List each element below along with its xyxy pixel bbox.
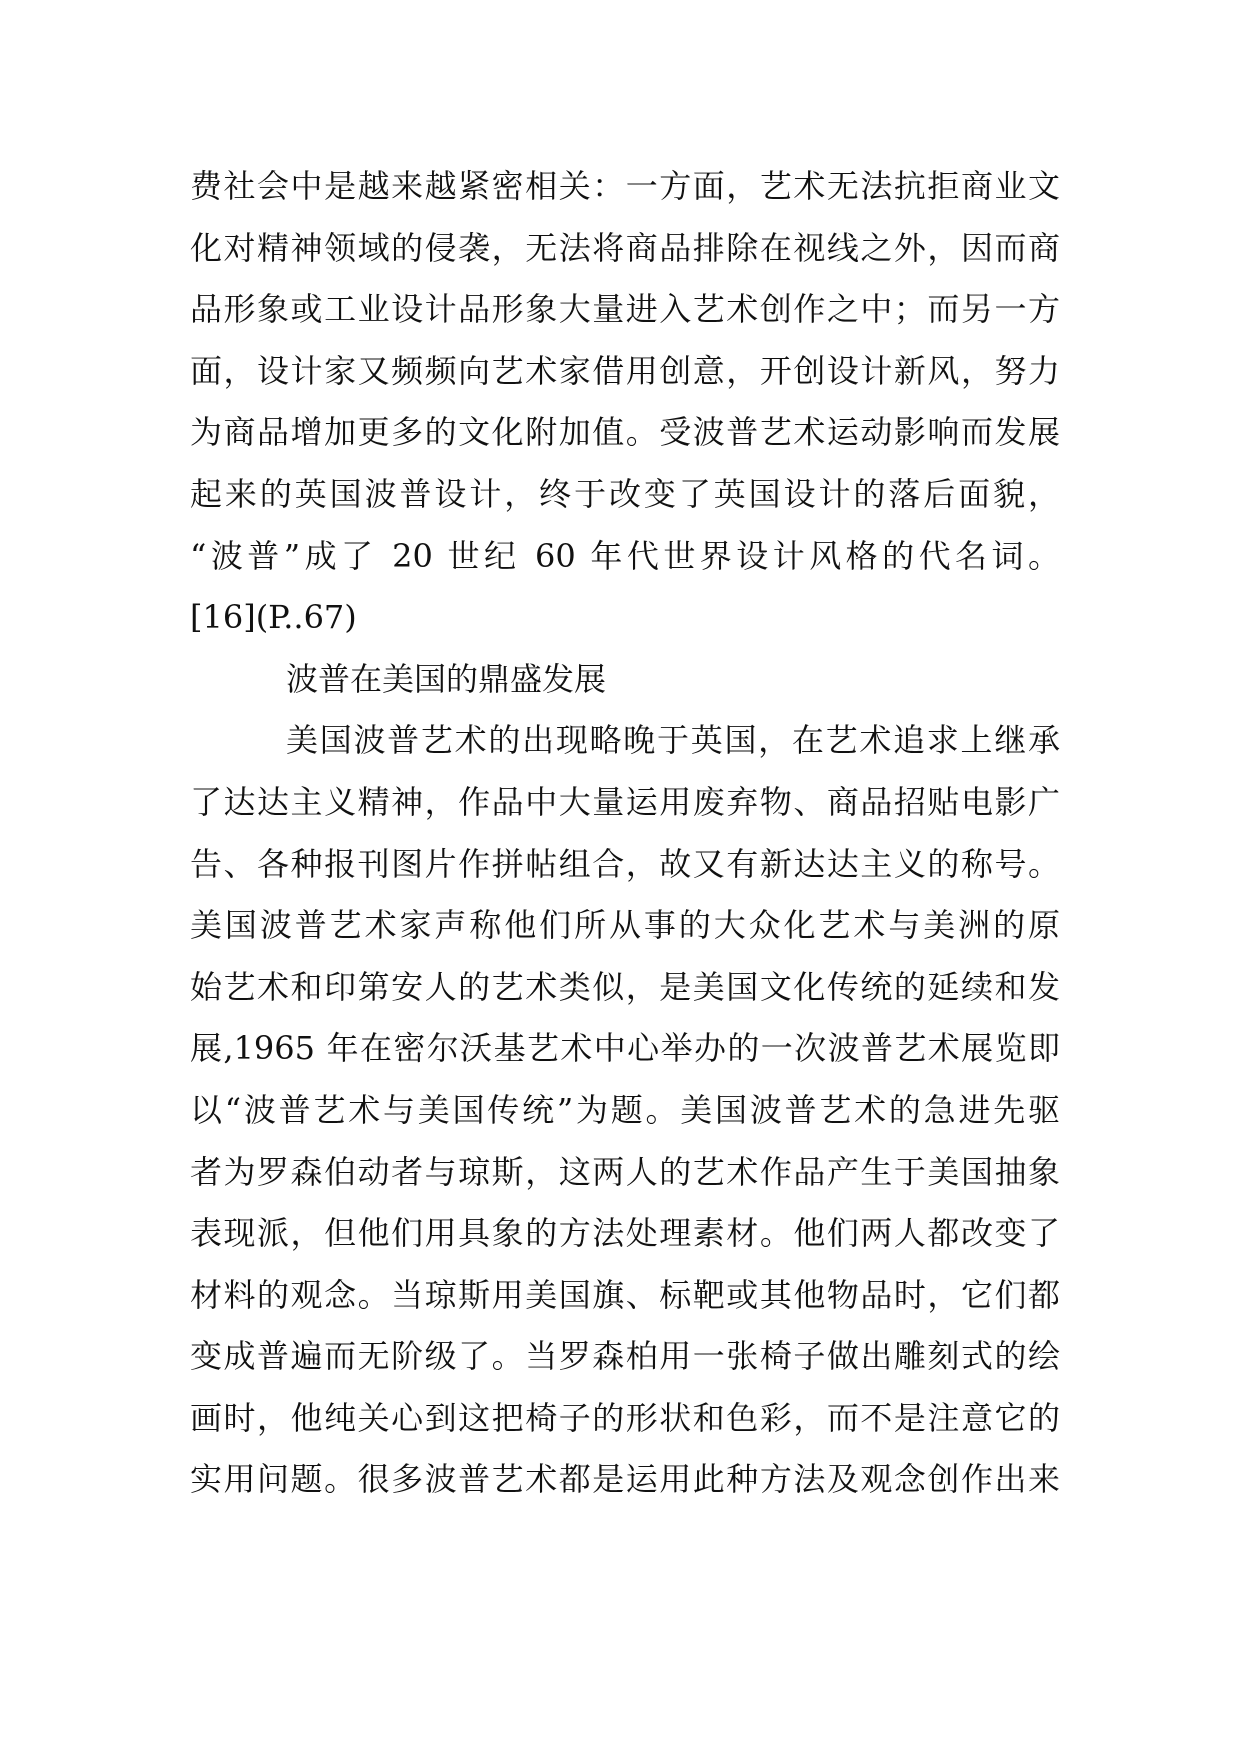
text-line: 面，设计家又频频向艺术家借用创意，开创设计新风，努力 <box>190 351 1060 390</box>
text-line: 告、各种报刊图片作拼帖组合，故又有新达达主义的称号。 <box>190 844 1060 883</box>
text-line: 展,1965 年在密尔沃基艺术中心举办的一次波普艺术展览即 <box>190 1029 1060 1068</box>
text-line: 起来的英国波普设计，终于改变了英国设计的落后面貌， <box>190 474 1060 513</box>
body-text <box>190 156 1060 1511</box>
text-line: 材料的观念。当琼斯用美国旗、标靶或其他物品时，它们都 <box>190 1275 1060 1314</box>
text-line: 品形象或工业设计品形象大量进入艺术创作之中；而另一方 <box>190 290 1060 329</box>
text-line: 始艺术和印第安人的艺术类似，是美国文化传统的延续和发 <box>190 967 1060 1006</box>
section-heading: 波普在美国的鼎盛发展 <box>286 659 607 698</box>
text-line: 了达达主义精神，作品中大量运用废弃物、商品招贴电影广 <box>190 782 1060 821</box>
text-line: 表现派，但他们用具象的方法处理素材。他们两人都改变了 <box>190 1214 1060 1253</box>
text-line: 费社会中是越来越紧密相关：一方面，艺术无法抗拒商业文 <box>190 167 1060 205</box>
citation-line: [16](P..67) <box>190 598 357 637</box>
text-line: 美国波普艺术的出现略晚于英国，在艺术追求上继承 <box>286 721 1060 760</box>
text-line: 美国波普艺术家声称他们所从事的大众化艺术与美洲的原 <box>190 906 1060 945</box>
text-line: 化对精神领域的侵袭，无法将商品排除在视线之外，因而商 <box>190 228 1060 267</box>
text-line: 变成普遍而无阶级了。当罗森柏用一张椅子做出雕刻式的绘 <box>190 1337 1060 1376</box>
text-line: 以“波普艺术与美国传统”为题。美国波普艺术的急进先驱 <box>190 1090 1060 1129</box>
text-line: 画时，他纯关心到这把椅子的形状和色彩，而不是注意它的 <box>190 1398 1060 1437</box>
text-line: 为商品增加更多的文化附加值。受波普艺术运动影响而发展 <box>190 413 1060 452</box>
text-line: 者为罗森伯动者与琼斯，这两人的艺术作品产生于美国抽象 <box>190 1152 1060 1191</box>
text-line: “波普”成了 20 世纪 60 年代世界设计风格的代名词。 <box>190 536 1060 575</box>
text-line: 实用问题。很多波普艺术都是运用此种方法及观念创作出来 <box>190 1460 1060 1499</box>
